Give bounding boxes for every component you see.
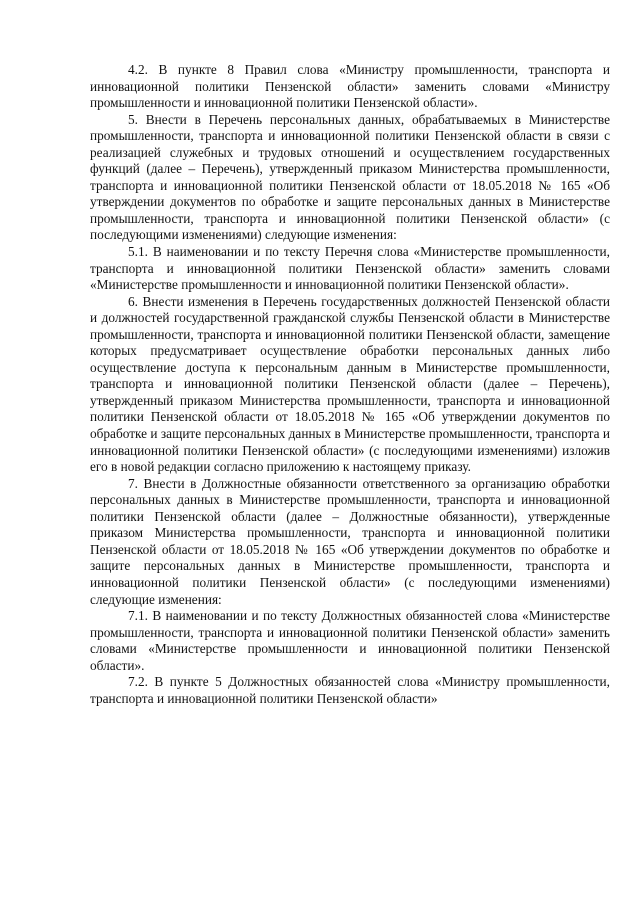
paragraph-6: 6. Внести изменения в Перечень государственных должностей Пензенской области и должностей государственной гражданской службы Пензенской области в Министерстве промышленности, транспорта и инновационной политики Пензенской области, замещение которых предусматривает осуществление обработки персональных данных либо осуществление доступа к персональным данным в Министерстве промышленности, транспорта и инновационной политики Пензенской области (далее – Перечень), утвержденный приказом Министерства промышленности, транспорта и инновационной политики Пензенской области от 18.05.2018 № 165 «Об утверждении документов по обработке и защите персональных данных в Министерстве промышленности, транспорта и инновационной политики Пензенской области» (с последующими изменениями) изложив его в новой редакции согласно приложению к настоящему приказу. xyxy=(90,293,610,475)
paragraph-7-1: 7.1. В наименовании и по тексту Должностных обязанностей слова «Министерстве промышленности, транспорта и инновационной политики Пензенской области» заменить словами «Министерстве промышленности и инновационной политики Пензенской области». xyxy=(90,608,610,673)
paragraph-7: 7. Внести в Должностные обязанности ответственного за организацию обработки персональных данных в Министерстве промышленности, транспорта и инновационной политики Пензенской области (далее – Должностные обязанности), утвержденные приказом Министерства промышленности, транспорта и инновационной политики Пензенской области от 18.05.2018 № 165 «Об утверждении документов по обработке и защите персональных данных в Министерстве промышленности, транспорта и инновационной политики Пензенской области» (с последующими изменениями) следующие изменения: xyxy=(90,475,610,607)
paragraph-7-2: 7.2. В пункте 5 Должностных обязанностей слова «Министру промышленности, транспорта и инновационной политики Пензенской области» xyxy=(90,674,610,706)
paragraph-4-2: 4.2. В пункте 8 Правил слова «Министру промышленности, транспорта и инновационной политики Пензенской области» заменить словами «Министру промышленности и инновационной политики Пензенской области». xyxy=(90,62,610,111)
document-page xyxy=(90,62,610,707)
paragraph-5-1: 5.1. В наименовании и по тексту Перечня слова «Министерстве промышленности, транспорта и инновационной политики Пензенской области» заменить словами «Министерстве промышленности и инновационной политики Пензенской области». xyxy=(90,244,610,293)
paragraph-5: 5. Внести в Перечень персональных данных, обрабатываемых в Министерстве промышленности, транспорта и инновационной политики Пензенской области в связи с реализацией служебных и трудовых отношений и осуществлением государственных функций (далее – Перечень), утвержденный приказом Министерства промышленности, транспорта и инновационной политики Пензенской области от 18.05.2018 № 165 «Об утверждении документов по обработке и защите персональных данных в Министерстве промышленности, транспорта и инновационной политики Пензенской области» (с последующими изменениями) следующие изменения: xyxy=(90,111,610,243)
